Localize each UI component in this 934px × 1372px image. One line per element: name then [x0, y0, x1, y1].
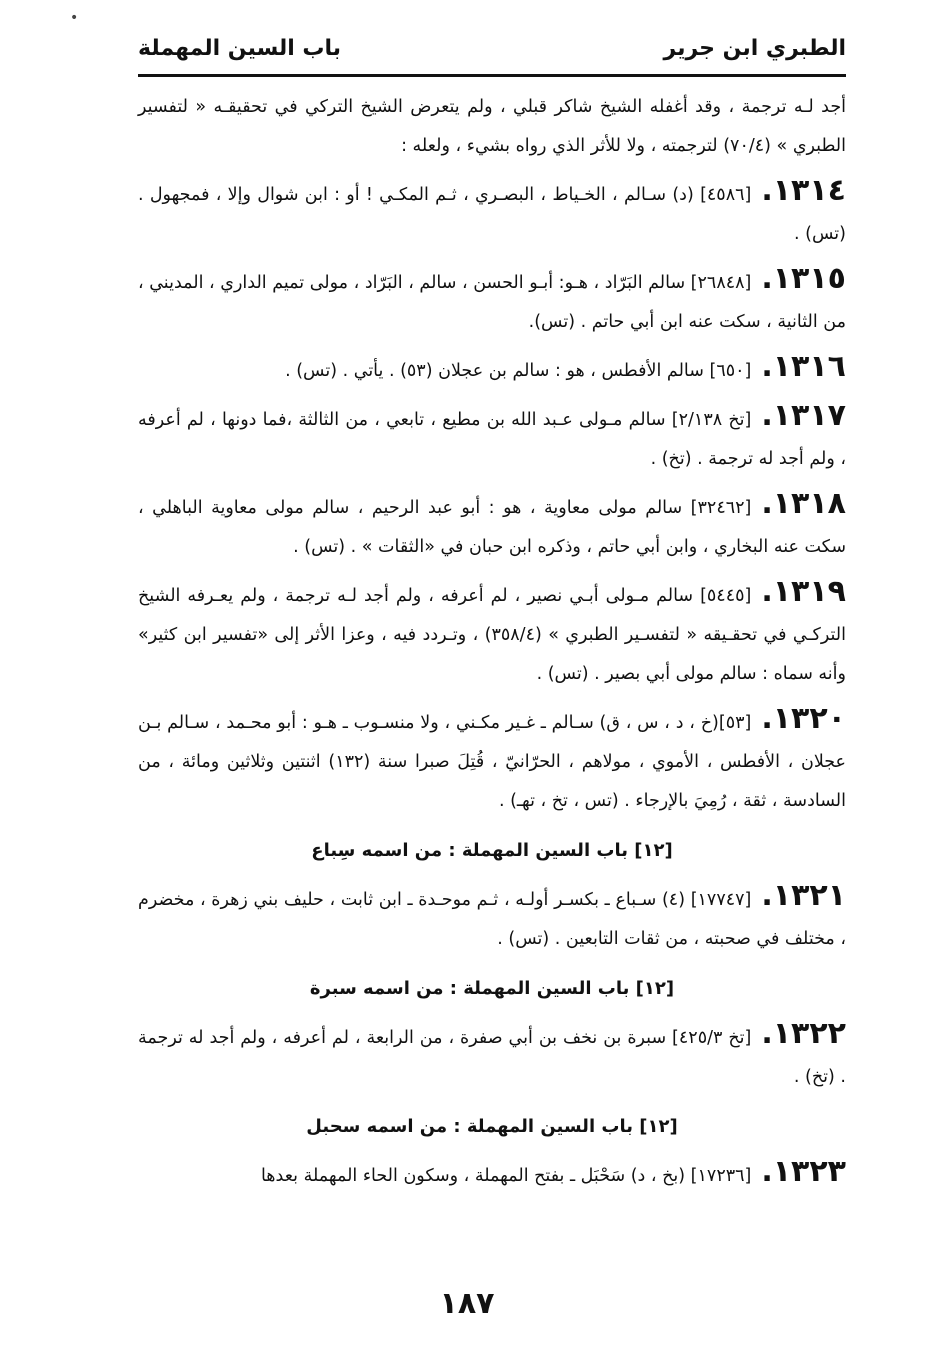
- entry: [138, 261, 846, 342]
- header-chapter-title: باب السين المهملة: [138, 36, 342, 61]
- page-number: ١٨٧: [439, 1286, 495, 1321]
- entry-text: [٤٥٨٦] (د) سـالم ، الخـياط ، البصـري ، ثـم المكـي ! أو : ابن شوال وإلا ، فمجهول . (تس) .: [138, 185, 846, 244]
- entry-number: ١٣٢٠.: [761, 701, 846, 736]
- entry-text: [تخ ٤٢٥/٣] سبرة بن نخف بن أبي صفرة ، من الرابعة ، لم أعرفه ، ولم أجد له ترجمة . (تخ) .: [138, 1028, 846, 1087]
- margin-dot: •: [70, 10, 79, 26]
- running-header: [138, 36, 846, 70]
- entry-text: [٣٢٤٦٢] سالم مولى معاوية ، هو : أبو عبد الرحيم ، سالم مولى معاوية الباهلي ، سكت عنه البخاري ، وابن أبي حاتم ، وذكره ابن حبان في «الثقات » . (تس) .: [138, 498, 846, 557]
- entry-number: ١٣٢١.: [761, 878, 847, 913]
- entry: [138, 349, 846, 391]
- page-body: [138, 88, 846, 1206]
- entry-text: [١٧٢٣٦] (بخ ، د) سَحْبَل ـ بفتح المهملة ، وسكون الحاء المهملة بعدها: [260, 1166, 752, 1186]
- entry-text: [٦٥٠] سالم الأفطس ، هو : سالم بن عجلان (٥٣) . يأتي . (تس) .: [285, 361, 752, 381]
- entry-number: ١٣١٦.: [761, 349, 846, 384]
- entry-number: ١٣٢٢.: [761, 1016, 846, 1051]
- entry-number: ١٣١٧.: [761, 398, 846, 433]
- entry: [138, 173, 846, 254]
- header-rule: [138, 74, 846, 77]
- entry-number: ١٣١٨.: [761, 486, 846, 521]
- entry: [138, 486, 846, 567]
- entry-text: [٥٤٤٥] سالم مـولى أبـي نصير ، لم أعرفه ، ولم أجد لـه ترجمة ، ولم يعـرفه الشيخ التركـي في تحقـيقه « لتفسـير الطبري » (٣٥٨/٤) ، وتـردد فيه ، وعزا الأثر إلى «تفسير ابن كثير» وأنه سماه : سالم مولى أبي بصير . (تس) .: [138, 586, 846, 684]
- entry-number: ١٣١٩.: [761, 574, 846, 609]
- entry-number: ١٣١٤.: [761, 173, 846, 208]
- entry: [138, 1016, 846, 1097]
- section-heading: [١٢] باب السين المهملة : من اسمه سحبل: [306, 1116, 678, 1137]
- section-heading: [١٢] باب السين المهملة : من اسمه سِباع: [311, 840, 673, 861]
- entry: [138, 878, 847, 959]
- entry-text: [٢٦٨٤٨] سالم البَرّاد ، هـو: أبـو الحسن ، سالم ، البَرّاد ، مولى تميم الداري ، المديني ، من الثانية ، سكت عنه ابن أبي حاتم . (تس).: [138, 273, 846, 332]
- header-book-title: الطبري ابن جرير: [663, 36, 846, 61]
- entry-number: ١٣١٥.: [761, 261, 846, 296]
- intro-paragraph: أجد لـه ترجمة ، وقد أغفله الشيخ شاكر قبلي ، ولم يتعرض الشيخ التركي في تحقيقـه « لتفسير الطبري » (٧٠/٤) لترجمته ، ولا للأثر الذي رواه بشيء ، ولعله :: [138, 97, 846, 156]
- entry-number: ١٣٢٣.: [761, 1154, 846, 1189]
- entry: [138, 1154, 846, 1196]
- section-heading: [١٢] باب السين المهملة : من اسمه سبرة: [309, 978, 675, 999]
- entry-text: [٥٣](خ ، د ، س ، ق) سـالم ـ غـير مكـني ، ولا منسـوب ـ هـو : أبو محـمد ، سـالم بـن عجلان ، الأفطس ، الأموي ، مولاهم ، الحرّانيّ ، قُتِلَ صبرا سنة (١٣٢) اثنتين وثلاثين ومائة ، من السادسة ، ثقة ، رُمِيَ بالإرجاء . (تس ، تخ ، تهـ) .: [138, 713, 846, 811]
- entry-text: [١٧٧٤٧] (٤) سـباع ـ بكسـر أولـه ، ثـم موحـدة ـ ابن ثابت ، حليف بني زهرة ، مخضرم ، مختلف في صحبته ، من ثقات التابعين . (تس) .: [138, 890, 846, 949]
- entry: [138, 701, 846, 821]
- entry: [138, 574, 846, 694]
- entry-text: [تخ ٢/١٣٨] سالم مـولى عـبد الله بن مطيع ، تابعي ، من الثالثة ،فما دونها ، لم أعرفه ، ولم أجد له ترجمة . (تخ) .: [138, 410, 846, 469]
- entry: [138, 398, 846, 479]
